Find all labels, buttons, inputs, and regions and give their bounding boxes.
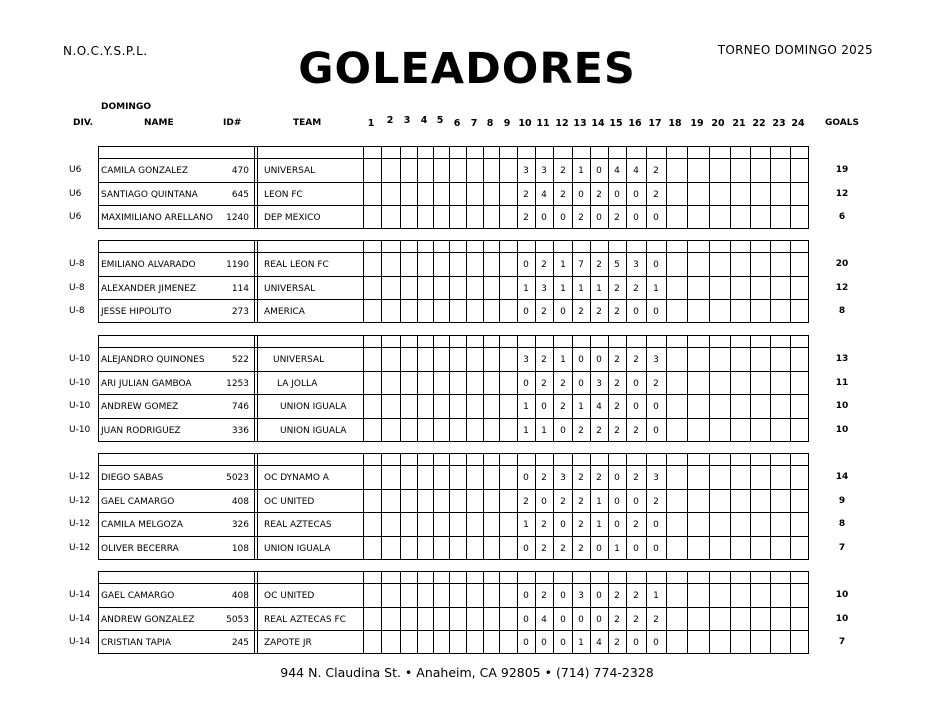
- round-score: 7: [578, 260, 584, 270]
- team-name: UNION IGUALA: [264, 544, 331, 555]
- table-row: [99, 277, 808, 301]
- player-name: ANDREW GONZALEZ: [101, 614, 195, 625]
- round-score: 4: [633, 166, 639, 176]
- round-score: 0: [596, 614, 602, 625]
- player-id: 645: [231, 189, 249, 200]
- round-score: 2: [541, 591, 547, 601]
- player-id: 5023: [226, 473, 249, 483]
- round-score: 2: [541, 520, 547, 531]
- division-label: U-10: [69, 354, 91, 364]
- round-score: 0: [653, 307, 659, 318]
- team-name: LA JOLLA: [277, 378, 318, 389]
- column-header-day: DOMINGO: [101, 102, 151, 112]
- round-header-4: 4: [420, 115, 428, 126]
- round-score: 4: [614, 166, 620, 176]
- round-score: 2: [541, 473, 547, 483]
- round-score: 3: [541, 166, 547, 176]
- player-name: CRISTIAN TAPIA: [101, 638, 172, 649]
- team-name: UNIVERSAL: [273, 355, 325, 365]
- round-score: 2: [578, 496, 584, 507]
- total-goals: 11: [835, 377, 849, 388]
- player-name: GAEL CAMARGO: [101, 591, 175, 601]
- round-score: 1: [596, 520, 602, 531]
- table-row: [99, 584, 808, 608]
- round-score: 1: [560, 355, 566, 365]
- round-score: 1: [653, 591, 659, 601]
- table-row: [99, 537, 808, 561]
- round-score: 2: [560, 496, 566, 507]
- column-header-team: TEAM: [293, 118, 322, 128]
- round-score: 3: [541, 283, 547, 294]
- round-score: 0: [560, 426, 566, 437]
- player-id: 408: [231, 496, 249, 507]
- division-label: U-14: [69, 637, 91, 648]
- round-score: 0: [541, 213, 547, 224]
- round-score: 0: [614, 473, 620, 483]
- round-score: 0: [578, 355, 584, 365]
- round-header-17: 17: [648, 118, 662, 129]
- round-score: 2: [614, 283, 620, 294]
- table-row: [99, 490, 808, 514]
- round-header-1: 1: [367, 118, 375, 129]
- round-score: 0: [560, 638, 566, 649]
- round-score: 0: [614, 189, 620, 200]
- tournament-name: TORNEO DOMINGO 2025: [717, 43, 873, 57]
- round-header-23: 23: [772, 118, 786, 129]
- round-score: 0: [523, 638, 529, 649]
- round-header-22: 22: [752, 118, 766, 129]
- round-header-11: 11: [536, 118, 550, 129]
- player-name: SANTIAGO QUINTANA: [101, 189, 198, 200]
- division-label: U-8: [69, 259, 85, 269]
- total-goals: 10: [835, 590, 849, 600]
- round-score: 2: [653, 614, 659, 625]
- division-label: U-10: [69, 377, 91, 388]
- round-score: 0: [560, 213, 566, 224]
- round-score: 2: [614, 355, 620, 365]
- team-name: REAL AZTECAS: [264, 520, 332, 531]
- division-group: [98, 240, 809, 323]
- round-score: 2: [596, 189, 602, 200]
- round-score: 2: [596, 426, 602, 437]
- total-goals: 13: [835, 354, 849, 364]
- division-label: U6: [69, 188, 82, 199]
- round-score: 2: [541, 307, 547, 318]
- team-name: ZAPOTE JR: [264, 638, 312, 649]
- table-row: [99, 206, 808, 230]
- division-label: U-8: [69, 306, 85, 317]
- division-label: U-14: [69, 590, 91, 600]
- round-score: 0: [523, 544, 529, 555]
- total-goals: 10: [835, 613, 849, 624]
- team-name: UNION IGUALA: [280, 426, 347, 437]
- round-score: 0: [596, 213, 602, 224]
- team-name: UNION IGUALA: [280, 402, 347, 413]
- round-score: 2: [578, 213, 584, 224]
- round-score: 0: [560, 614, 566, 625]
- player-id: 108: [231, 544, 249, 555]
- round-score: 0: [653, 426, 659, 437]
- player-id: 408: [231, 591, 249, 601]
- round-score: 3: [633, 260, 639, 270]
- team-name: UNIVERSAL: [264, 166, 316, 176]
- table-row: [99, 513, 808, 537]
- round-score: 0: [523, 614, 529, 625]
- group-spacer: [99, 147, 808, 159]
- player-id: 326: [231, 520, 249, 531]
- player-name: ARI JULIAN GAMBOA: [101, 378, 192, 389]
- total-goals: 12: [835, 282, 849, 293]
- round-score: 2: [523, 189, 529, 200]
- player-id: 1253: [226, 378, 249, 389]
- round-score: 2: [541, 260, 547, 270]
- total-goals: 14: [835, 472, 849, 482]
- round-score: 0: [560, 591, 566, 601]
- player-id: 114: [231, 283, 249, 294]
- round-score: 1: [523, 283, 529, 294]
- round-score: 2: [523, 496, 529, 507]
- round-score: 2: [541, 544, 547, 555]
- team-name: OC DYNAMO A: [264, 473, 329, 483]
- round-score: 3: [596, 378, 602, 389]
- team-name: REAL AZTECAS FC: [264, 614, 346, 625]
- division-group: [98, 335, 809, 442]
- group-spacer: [99, 454, 808, 466]
- round-score: 0: [578, 378, 584, 389]
- player-id: 470: [231, 166, 249, 176]
- round-score: 2: [578, 473, 584, 483]
- round-score: 0: [633, 189, 639, 200]
- round-score: 0: [596, 544, 602, 555]
- round-score: 2: [614, 402, 620, 413]
- player-name: CAMILA GONZALEZ: [101, 166, 189, 176]
- total-goals: 20: [835, 259, 849, 269]
- column-header-name: NAME: [144, 118, 174, 128]
- team-name: OC UNITED: [264, 496, 315, 507]
- round-score: 0: [560, 307, 566, 318]
- player-id: 746: [231, 402, 249, 413]
- round-score: 2: [614, 426, 620, 437]
- round-score: 2: [523, 213, 529, 224]
- division-label: U-14: [69, 613, 91, 624]
- round-header-10: 10: [518, 118, 532, 129]
- footer-address: 944 N. Claudina St. • Anaheim, CA 92805 • (714) 774-2328: [280, 665, 654, 680]
- round-score: 2: [614, 638, 620, 649]
- team-name: LEON FC: [264, 189, 303, 200]
- round-score: 2: [614, 307, 620, 318]
- total-goals: 12: [835, 188, 849, 199]
- total-goals: 8: [838, 519, 846, 530]
- round-header-6: 6: [453, 118, 461, 129]
- round-score: 3: [578, 591, 584, 601]
- round-score: 0: [653, 213, 659, 224]
- table-row: [99, 419, 808, 443]
- round-score: 4: [596, 638, 602, 649]
- round-score: 0: [523, 591, 529, 601]
- round-score: 1: [560, 260, 566, 270]
- player-name: DIEGO SABAS: [101, 473, 164, 483]
- table-row: [99, 300, 808, 324]
- round-score: 0: [633, 402, 639, 413]
- round-score: 2: [578, 307, 584, 318]
- round-score: 2: [614, 591, 620, 601]
- table-row: [99, 183, 808, 207]
- team-name: UNIVERSAL: [264, 283, 316, 294]
- round-score: 2: [633, 591, 639, 601]
- round-score: 1: [523, 426, 529, 437]
- page-title: GOLEADORES: [298, 44, 636, 94]
- division-label: U-12: [69, 519, 91, 530]
- round-score: 1: [560, 283, 566, 294]
- round-header-24: 24: [791, 118, 805, 129]
- round-score: 2: [633, 520, 639, 531]
- round-score: 2: [614, 213, 620, 224]
- round-score: 0: [541, 638, 547, 649]
- round-score: 2: [578, 520, 584, 531]
- round-score: 2: [633, 426, 639, 437]
- player-name: ANDREW GOMEZ: [101, 402, 179, 413]
- table-row: [99, 348, 808, 372]
- round-score: 0: [578, 614, 584, 625]
- round-score: 0: [596, 355, 602, 365]
- division-label: U6: [69, 165, 82, 175]
- division-group: [98, 453, 809, 560]
- round-score: 1: [523, 520, 529, 531]
- table-row: [99, 395, 808, 419]
- round-header-15: 15: [609, 118, 623, 129]
- round-score: 1: [578, 166, 584, 176]
- round-score: 2: [633, 473, 639, 483]
- total-goals: 10: [835, 401, 849, 412]
- player-name: GAEL CAMARGO: [101, 496, 175, 507]
- division-label: U-12: [69, 472, 91, 482]
- round-score: 0: [596, 166, 602, 176]
- round-header-9: 9: [503, 118, 511, 129]
- round-score: 1: [596, 283, 602, 294]
- group-spacer: [99, 572, 808, 584]
- total-goals: 8: [838, 306, 846, 317]
- round-score: 1: [578, 283, 584, 294]
- round-score: 2: [578, 426, 584, 437]
- round-score: 1: [596, 496, 602, 507]
- round-header-21: 21: [732, 118, 746, 129]
- round-score: 0: [523, 307, 529, 318]
- round-score: 0: [560, 520, 566, 531]
- round-header-19: 19: [690, 118, 704, 129]
- player-name: ALEXANDER JIMENEZ: [101, 283, 196, 294]
- group-spacer: [99, 241, 808, 253]
- round-score: 1: [541, 426, 547, 437]
- round-score: 1: [523, 402, 529, 413]
- division-label: U-10: [69, 425, 91, 436]
- round-score: 1: [653, 283, 659, 294]
- player-id: 1190: [226, 260, 249, 270]
- division-label: U6: [69, 212, 82, 223]
- total-goals: 6: [838, 212, 846, 223]
- round-score: 2: [560, 544, 566, 555]
- division-label: U-12: [69, 543, 91, 554]
- round-header-13: 13: [573, 118, 587, 129]
- round-score: 2: [633, 355, 639, 365]
- round-score: 0: [578, 189, 584, 200]
- column-header-div: DIV.: [73, 118, 94, 128]
- round-score: 0: [633, 307, 639, 318]
- round-score: 2: [578, 544, 584, 555]
- round-score: 0: [523, 378, 529, 389]
- round-score: 2: [653, 378, 659, 389]
- player-id: 1240: [226, 213, 249, 224]
- table-row: [99, 608, 808, 632]
- round-score: 3: [523, 166, 529, 176]
- round-score: 0: [653, 402, 659, 413]
- table-row: [99, 372, 808, 396]
- player-name: ALEJANDRO QUINONES: [101, 355, 205, 365]
- player-id: 336: [231, 426, 249, 437]
- round-score: 0: [633, 213, 639, 224]
- round-score: 0: [653, 544, 659, 555]
- player-id: 273: [231, 307, 249, 318]
- player-id: 245: [231, 638, 249, 649]
- table-row: [99, 253, 808, 277]
- round-score: 2: [560, 402, 566, 413]
- player-name: CAMILA MELGOZA: [101, 520, 183, 531]
- round-header-8: 8: [486, 118, 494, 129]
- round-score: 2: [633, 614, 639, 625]
- round-score: 1: [578, 402, 584, 413]
- org-name: N.O.C.Y.S.P.L.: [63, 44, 148, 58]
- round-score: 3: [523, 355, 529, 365]
- round-score: 0: [633, 544, 639, 555]
- round-score: 0: [633, 378, 639, 389]
- group-spacer: [99, 336, 808, 348]
- round-header-14: 14: [591, 118, 605, 129]
- round-header-12: 12: [555, 118, 569, 129]
- round-header-18: 18: [668, 118, 682, 129]
- table-row: [99, 159, 808, 183]
- round-header-3: 3: [403, 115, 411, 126]
- division-label: U-10: [69, 401, 91, 412]
- round-score: 2: [596, 307, 602, 318]
- round-score: 0: [653, 260, 659, 270]
- round-header-5: 5: [436, 115, 444, 126]
- player-name: MAXIMILIANO ARELLANO: [101, 213, 213, 224]
- round-score: 2: [614, 614, 620, 625]
- column-header-id: ID#: [223, 118, 242, 128]
- player-id: 5053: [226, 614, 249, 625]
- round-score: 4: [541, 614, 547, 625]
- round-score: 0: [633, 638, 639, 649]
- round-score: 0: [541, 402, 547, 413]
- round-score: 3: [653, 473, 659, 483]
- round-score: 2: [541, 378, 547, 389]
- round-score: 0: [653, 520, 659, 531]
- round-score: 0: [596, 591, 602, 601]
- round-score: 2: [541, 355, 547, 365]
- round-score: 1: [578, 638, 584, 649]
- round-score: 2: [653, 189, 659, 200]
- round-score: 0: [653, 638, 659, 649]
- player-name: OLIVER BECERRA: [101, 544, 179, 555]
- round-score: 2: [614, 378, 620, 389]
- round-score: 1: [614, 544, 620, 555]
- player-id: 522: [231, 355, 249, 365]
- total-goals: 7: [838, 637, 846, 648]
- table-row: [99, 631, 808, 655]
- team-name: OC UNITED: [264, 591, 315, 601]
- round-score: 0: [614, 520, 620, 531]
- round-score: 2: [560, 189, 566, 200]
- division-group: [98, 571, 809, 654]
- division-label: U-8: [69, 282, 85, 293]
- player-name: JUAN RODRIGUEZ: [101, 426, 181, 437]
- round-score: 2: [560, 166, 566, 176]
- round-score: 2: [560, 378, 566, 389]
- round-score: 4: [596, 402, 602, 413]
- round-score: 3: [560, 473, 566, 483]
- total-goals: 9: [838, 495, 846, 506]
- total-goals: 10: [835, 425, 849, 436]
- round-score: 0: [633, 496, 639, 507]
- round-header-16: 16: [628, 118, 642, 129]
- team-name: DEP MEXICO: [264, 213, 321, 224]
- round-score: 0: [523, 260, 529, 270]
- round-score: 3: [653, 355, 659, 365]
- round-header-20: 20: [711, 118, 725, 129]
- player-name: EMILIANO ALVARADO: [101, 260, 196, 270]
- round-score: 4: [541, 189, 547, 200]
- team-name: AMERICA: [264, 307, 305, 318]
- round-header-7: 7: [470, 118, 478, 129]
- round-score: 2: [653, 166, 659, 176]
- round-score: 0: [541, 496, 547, 507]
- team-name: REAL LEON FC: [264, 260, 329, 270]
- round-score: 2: [633, 283, 639, 294]
- division-label: U-12: [69, 495, 91, 506]
- total-goals: 19: [835, 165, 849, 175]
- player-name: JESSE HIPOLITO: [101, 307, 172, 318]
- table-row: [99, 466, 808, 490]
- round-score: 5: [614, 260, 620, 270]
- division-group: [98, 146, 809, 229]
- round-score: 0: [523, 473, 529, 483]
- round-score: 0: [614, 496, 620, 507]
- round-score: 2: [596, 260, 602, 270]
- column-header-goals: GOALS: [825, 118, 859, 128]
- round-header-2: 2: [386, 115, 394, 126]
- round-score: 2: [653, 496, 659, 507]
- round-score: 2: [596, 473, 602, 483]
- total-goals: 7: [838, 543, 846, 554]
